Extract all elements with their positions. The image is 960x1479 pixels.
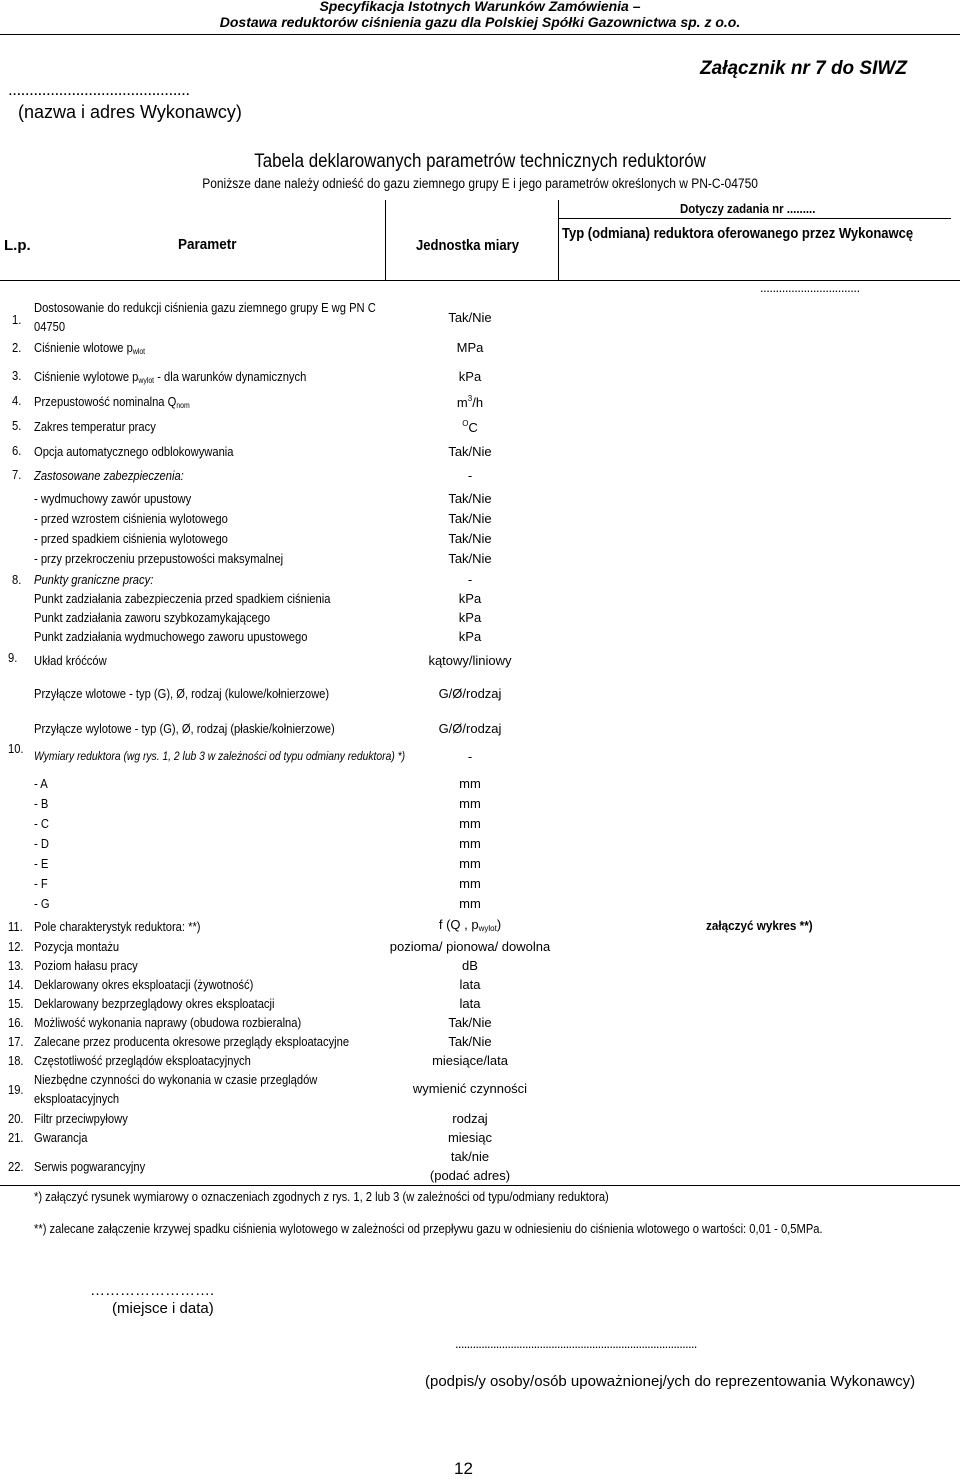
row-label-cont: 04750: [34, 319, 66, 334]
row-number: 22.: [8, 1159, 24, 1174]
row-label: Poziom hałasu pracy: [34, 958, 138, 973]
row-number: 4.: [12, 393, 22, 408]
row-number: 1.: [12, 312, 22, 327]
row-number: 7.: [12, 467, 22, 482]
row-unit: Tak/Nie: [448, 1015, 492, 1030]
attach-chart-note: załączyć wykres **): [706, 918, 813, 933]
row-label: - G: [34, 896, 50, 911]
row-unit: mm: [459, 796, 481, 811]
row-unit: mm: [459, 836, 481, 851]
row-label: Filtr przeciwpyłowy: [34, 1111, 128, 1126]
document-header-line1: Specyfikacja Istotnych Warunków Zamówienia –: [319, 0, 641, 14]
row-label: - C: [34, 816, 49, 831]
row-number: 5.: [12, 418, 22, 433]
row-unit: mm: [459, 816, 481, 831]
row-unit: Tak/Nie: [448, 551, 492, 566]
row-label: Przyłącze wylotowe - typ (G), Ø, rodzaj (płaskie/kołnierzowe): [34, 721, 335, 736]
row-unit: kPa: [458, 610, 482, 625]
row-unit: mm: [459, 776, 481, 791]
row-number: 15.: [8, 996, 24, 1011]
row-unit: mm: [459, 876, 481, 891]
task-line: [558, 218, 951, 219]
row-label: - E: [34, 856, 49, 871]
row-unit: mm: [459, 856, 481, 871]
page-title: Tabela deklarowanych parametrów technicznych reduktorów: [254, 151, 706, 172]
row-label: - przed wzrostem ciśnienia wylotowego: [34, 511, 228, 526]
footnote-1: *) załączyć rysunek wymiarowy o oznaczeniach zgodnych z rys. 1, 2 lub 3 (w zależności od typu/odmiany reduktora): [34, 1189, 609, 1204]
row-unit: miesiące/lata: [432, 1053, 508, 1068]
header-type-dots: ................................: [760, 280, 860, 295]
row-unit: MPa: [456, 340, 484, 355]
row-unit: lata: [459, 977, 481, 992]
row-number: 18.: [8, 1053, 24, 1068]
place-date-label: (miejsce i data): [112, 1300, 214, 1317]
header-unit: Jednostka miary: [416, 237, 519, 254]
row-label: - A: [34, 776, 48, 791]
row-label: - B: [34, 796, 49, 811]
row-number: 19.: [8, 1082, 24, 1097]
footnote-2: **) zalecane załączenie krzywej spadku ciśnienia wylotowego w zależności od przepływu gazu w odniesieniu do ciśnienia wlotowego o wartości: 0,01 - 0,5MPa.: [34, 1221, 823, 1236]
annex-number: Załącznik nr 7 do SIWZ: [700, 58, 907, 79]
row-label: Wymiary reduktora (wg rys. 1, 2 lub 3 w zależności od typu odmiany reduktora) *): [34, 749, 406, 763]
row-number: 6.: [12, 443, 22, 458]
row-unit-cont: (podać adres): [429, 1168, 511, 1183]
row-unit: dB: [462, 958, 478, 973]
row-label: Dostosowanie do redukcji ciśnienia gazu ziemnego grupy E wg PN C: [34, 300, 376, 315]
row-unit: kPa: [458, 629, 482, 644]
row-number: 20.: [8, 1111, 24, 1126]
header-lp: L.p.: [4, 237, 31, 254]
row-label: Punkt zadziałania zaworu szybkozamykającego: [34, 610, 271, 625]
row-unit: $^O$C: [462, 419, 478, 435]
row-label: - D: [34, 836, 49, 851]
row-label: Ciśnienie wlotowe $p_{wlot}$: [34, 340, 146, 356]
row-unit: $m^3/h$: [456, 394, 484, 410]
place-date-dots: …………………….: [90, 1282, 215, 1299]
row-label: - wydmuchowy zawór upustowy: [34, 491, 192, 506]
row-unit: kPa: [458, 369, 482, 384]
row-label: Układ króćców: [34, 653, 107, 668]
row-label: Serwis pogwarancyjny: [34, 1159, 146, 1174]
document-header-line2: Dostawa reduktorów ciśnienia gazu dla Polskiej Spółki Gazownictwa sp. z o.o.: [219, 14, 741, 30]
row-unit: Tak/Nie: [448, 444, 492, 459]
row-unit: kPa: [458, 591, 482, 606]
row-label: Zastosowane zabezpieczenia:: [34, 468, 184, 483]
page-number: 12: [454, 1459, 473, 1478]
row-unit: miesiąc: [447, 1130, 493, 1145]
contractor-dots: ...........................................: [8, 80, 190, 99]
row-number: 11.: [8, 919, 23, 934]
row-label-cont: eksploatacyjnych: [34, 1091, 120, 1106]
row-label: Częstotliwość przeglądów eksploatacyjnych: [34, 1053, 251, 1068]
row-label: - F: [34, 876, 48, 891]
row-unit: wymienić czynności: [412, 1081, 528, 1096]
row-label: Pole charakterystyk reduktora: **): [34, 919, 201, 934]
row-label: Gwarancja: [34, 1130, 88, 1145]
row-number: 14.: [8, 977, 24, 992]
signature-label: (podpis/y osoby/osób upoważnionej/ych do reprezentowania Wykonawcy): [425, 1373, 916, 1390]
row-label: Przepustowość nominalna $Q_{nom}$: [34, 394, 190, 410]
page-subtitle: Poniższe dane należy odnieść do gazu ziemnego grupy E i jego parametrów określonych w PN-C-04750: [202, 176, 758, 191]
row-unit: G/Ø/rodzaj: [438, 686, 502, 701]
row-unit: mm: [459, 896, 481, 911]
row-label: Punkty graniczne pracy:: [34, 572, 154, 587]
row-label: Możliwość wykonania naprawy (obudowa rozbieralna): [34, 1015, 302, 1030]
row-number: 8.: [12, 572, 22, 587]
table-bottom-line: [0, 1185, 960, 1186]
row-label: - przed spadkiem ciśnienia wylotowego: [34, 531, 228, 546]
header-type: Typ (odmiana) reduktora oferowanego przez Wykonawcę: [562, 225, 914, 242]
row-unit: f (Q , $p_{wylot}$): [438, 917, 502, 933]
row-label: Przyłącze wlotowe - typ (G), Ø, rodzaj (kulowe/kołnierzowe): [34, 686, 330, 701]
row-label: Ciśnienie wylotowe $p_{wylot}$ - dla warunków dynamicznych: [34, 369, 307, 385]
row-unit: lata: [459, 996, 481, 1011]
row-label: Opcja automatycznego odblokowywania: [34, 444, 234, 459]
header-separator-left: [385, 200, 386, 280]
row-number: 10.: [8, 741, 24, 756]
contractor-label: (nazwa i adres Wykonawcy): [18, 102, 242, 122]
row-label: Punkt zadziałania zabezpieczenia przed spadkiem ciśnienia: [34, 591, 331, 606]
row-unit: kątowy/liniowy: [428, 653, 512, 668]
row-label: Niezbędne czynności do wykonania w czasie przeglądów: [34, 1072, 318, 1087]
row-unit: rodzaj: [452, 1111, 488, 1126]
row-unit: G/Ø/rodzaj: [438, 721, 502, 736]
row-number: 2.: [12, 340, 22, 355]
row-label: - przy przekroczeniu przepustowości maksymalnej: [34, 551, 284, 566]
row-number: 21.: [8, 1130, 24, 1145]
row-unit: Tak/Nie: [448, 1034, 492, 1049]
row-label: Deklarowany okres eksploatacji (żywotność): [34, 977, 254, 992]
header-separator-right: [558, 200, 559, 280]
header-parameter: Parametr: [178, 236, 237, 253]
row-unit: Tak/Nie: [448, 511, 492, 526]
row-number: 17.: [8, 1034, 24, 1049]
row-label: Deklarowany bezprzeglądowy okres eksploatacji: [34, 996, 275, 1011]
row-label: Punkt zadziałania wydmuchowego zaworu upustowego: [34, 629, 308, 644]
row-label: Pozycja montażu: [34, 939, 120, 954]
row-unit: Tak/Nie: [448, 531, 492, 546]
header-divider: [0, 34, 960, 35]
row-unit: tak/nie: [450, 1149, 490, 1164]
row-unit: Tak/Nie: [448, 310, 492, 325]
row-number: 13.: [8, 958, 24, 973]
row-unit: -: [467, 572, 473, 587]
row-unit: -: [467, 468, 473, 483]
row-number: 12.: [8, 939, 24, 954]
signature-dots: ...................................................................................: [455, 1336, 697, 1351]
row-unit: Tak/Nie: [448, 491, 492, 506]
header-task: Dotyczy zadania nr .........: [680, 201, 816, 216]
row-unit: -: [467, 749, 473, 764]
row-number: 3.: [12, 368, 22, 383]
row-number: 9.: [8, 650, 18, 665]
row-label: Zalecane przez producenta okresowe przeglądy eksploatacyjne: [34, 1034, 350, 1049]
row-label: Zakres temperatur pracy: [34, 419, 156, 434]
row-unit: pozioma/ pionowa/ dowolna: [389, 939, 551, 954]
row-number: 16.: [8, 1015, 24, 1030]
